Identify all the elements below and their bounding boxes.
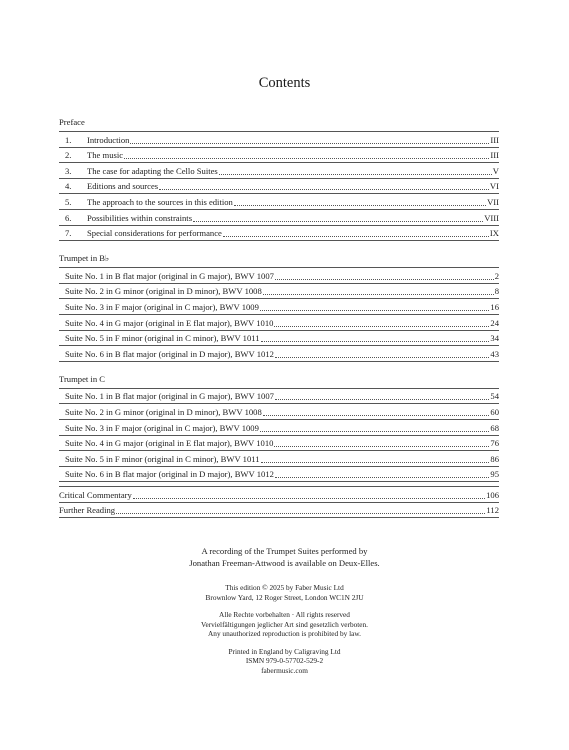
entry-page-number: VII xyxy=(487,196,499,207)
entry-number: 4. xyxy=(65,181,72,192)
toc-entry xyxy=(59,284,499,300)
table-of-contents xyxy=(59,114,499,518)
entry-page-number: 60 xyxy=(490,406,499,417)
entry-number: 1. xyxy=(65,134,72,145)
publisher-address: Brownlow Yard, 12 Roger Street, London WC1N 2JU xyxy=(205,592,364,602)
rights-line-2: Vervielfältigungen jeglicher Art sind gesetzlich verboten. xyxy=(201,619,368,629)
toc-entry xyxy=(59,148,499,164)
dot-leader xyxy=(261,340,490,342)
entry-number: 7. xyxy=(65,228,72,239)
entry-number: 6. xyxy=(65,212,72,223)
trumpet-c-heading: Trumpet in C xyxy=(59,373,106,384)
entry-page-number: 76 xyxy=(490,438,499,449)
toc-entry xyxy=(59,226,499,242)
entry-title: The approach to the sources in this edition xyxy=(87,196,233,207)
toc-entry xyxy=(59,389,499,405)
toc-entry xyxy=(59,467,499,483)
entry-title: Suite No. 5 in F minor (original in C minor), BWV 1011 xyxy=(65,453,260,464)
dot-leader xyxy=(219,173,492,175)
website-line: fabermusic.com xyxy=(261,665,308,675)
trumpet-bb-heading: Trumpet in B♭ xyxy=(59,253,110,264)
toc-entry xyxy=(59,268,499,284)
dot-leader xyxy=(263,293,494,295)
dot-leader xyxy=(260,430,490,432)
entry-title: Suite No. 3 in F major (original in C major), BWV 1009 xyxy=(65,301,259,312)
entry-page-number: III xyxy=(490,134,499,145)
entry-title: Suite No. 4 in G major (original in E flat major), BWV 1010 xyxy=(65,438,274,449)
entry-title: Suite No. 2 in G minor (original in D minor), BWV 1008 xyxy=(65,286,262,297)
entry-page-number: 2 xyxy=(494,270,499,281)
entry-title: Suite No. 6 in B flat major (original in D major), BWV 1012 xyxy=(65,348,274,359)
dot-leader xyxy=(263,414,490,416)
entry-title: Further Reading xyxy=(59,505,116,516)
entry-page-number: 106 xyxy=(486,489,499,500)
toc-entry xyxy=(59,132,499,148)
toc-entry xyxy=(59,420,499,436)
entry-page-number: 16 xyxy=(490,301,499,312)
entry-title: Suite No. 4 in G major (original in E flat major), BWV 1010 xyxy=(65,317,274,328)
entry-title: Suite No. 3 in F major (original in C major), BWV 1009 xyxy=(65,422,259,433)
page-title: Contents xyxy=(258,75,311,91)
toc-entry xyxy=(59,346,499,362)
entry-title: Critical Commentary xyxy=(59,489,132,500)
entry-title: Possibilities within constraints xyxy=(87,212,193,223)
dot-leader xyxy=(223,235,489,237)
toc-entry xyxy=(59,210,499,226)
dot-leader xyxy=(275,278,494,280)
dot-leader xyxy=(260,309,490,311)
entry-page-number: VI xyxy=(489,181,499,192)
recording-note-line-1: A recording of the Trumpet Suites performed by xyxy=(201,546,368,556)
toc-entry xyxy=(59,179,499,195)
entry-title: Suite No. 2 in G minor (original in D minor), BWV 1008 xyxy=(65,406,262,417)
dot-leader xyxy=(274,445,489,447)
dot-leader xyxy=(275,356,489,358)
preface-heading: Preface xyxy=(59,117,85,127)
toc-entry xyxy=(59,487,499,503)
entry-page-number: 95 xyxy=(490,469,499,480)
entry-title: Editions and sources xyxy=(87,181,159,192)
entry-title: Special considerations for performance xyxy=(87,228,222,239)
entry-page-number: 112 xyxy=(486,505,499,516)
rights-line-1: Alle Rechte vorbehalten · All rights reserved xyxy=(219,610,350,619)
preface-section xyxy=(59,114,499,241)
toc-entry xyxy=(59,194,499,210)
entry-number: 3. xyxy=(65,165,72,176)
entry-page-number: 68 xyxy=(490,422,499,433)
trumpet-bb-list xyxy=(59,267,499,362)
entry-title: Introduction xyxy=(87,134,130,145)
preface-list xyxy=(59,131,499,241)
printer-line: Printed in England by Caligraving Ltd xyxy=(228,646,341,656)
entry-page-number: 34 xyxy=(490,333,499,344)
colophon xyxy=(0,545,569,675)
dot-leader xyxy=(274,325,489,327)
toc-entry xyxy=(59,404,499,420)
entry-page-number: 86 xyxy=(490,453,499,464)
entry-title: The music xyxy=(87,150,124,161)
dot-leader xyxy=(275,476,489,478)
toc-entry xyxy=(59,315,499,331)
toc-entry xyxy=(59,503,499,519)
recording-note-line-2: Jonathan Freeman-Attwood is available on Deux-Elles. xyxy=(189,558,380,568)
entry-page-number: V xyxy=(492,165,499,176)
entry-number: 5. xyxy=(65,196,72,207)
entry-title: Suite No. 5 in F minor (original in C minor), BWV 1011 xyxy=(65,333,260,344)
entry-page-number: 24 xyxy=(490,317,499,328)
dot-leader xyxy=(261,461,490,463)
dot-leader xyxy=(275,398,489,400)
dot-leader xyxy=(159,188,489,190)
trumpet-c-list xyxy=(59,388,499,483)
dot-leader xyxy=(130,142,489,144)
dot-leader xyxy=(133,497,485,499)
entry-page-number: 8 xyxy=(494,286,499,297)
toc-entry xyxy=(59,451,499,467)
toc-entry xyxy=(59,299,499,315)
ismn-line: ISMN 979-0-57702-529-2 xyxy=(245,656,324,665)
entry-page-number: VIII xyxy=(484,212,499,223)
end-matter-list xyxy=(59,486,499,518)
entry-number: 2. xyxy=(65,150,72,161)
copyright-line: This edition © 2025 by Faber Music Ltd xyxy=(225,583,344,592)
entry-page-number: III xyxy=(490,150,499,161)
trumpet-c-section xyxy=(59,371,499,483)
toc-entry xyxy=(59,331,499,347)
entry-page-number: 43 xyxy=(490,348,499,359)
rights-line-3: Any unauthorized reproduction is prohibited by law. xyxy=(208,629,361,638)
entry-title: Suite No. 6 in B flat major (original in D major), BWV 1012 xyxy=(65,469,274,480)
entry-title: The case for adapting the Cello Suites xyxy=(87,165,218,176)
dot-leader xyxy=(234,204,486,206)
dot-leader xyxy=(124,157,489,159)
toc-entry xyxy=(59,163,499,179)
dot-leader xyxy=(116,512,485,514)
dot-leader xyxy=(193,220,483,222)
entry-page-number: 54 xyxy=(490,391,499,402)
entry-title: Suite No. 1 in B flat major (original in G major), BWV 1007 xyxy=(65,270,274,281)
toc-entry xyxy=(59,436,499,452)
entry-page-number: IX xyxy=(489,228,499,239)
trumpet-bb-section xyxy=(59,250,499,362)
entry-title: Suite No. 1 in B flat major (original in G major), BWV 1007 xyxy=(65,391,274,402)
